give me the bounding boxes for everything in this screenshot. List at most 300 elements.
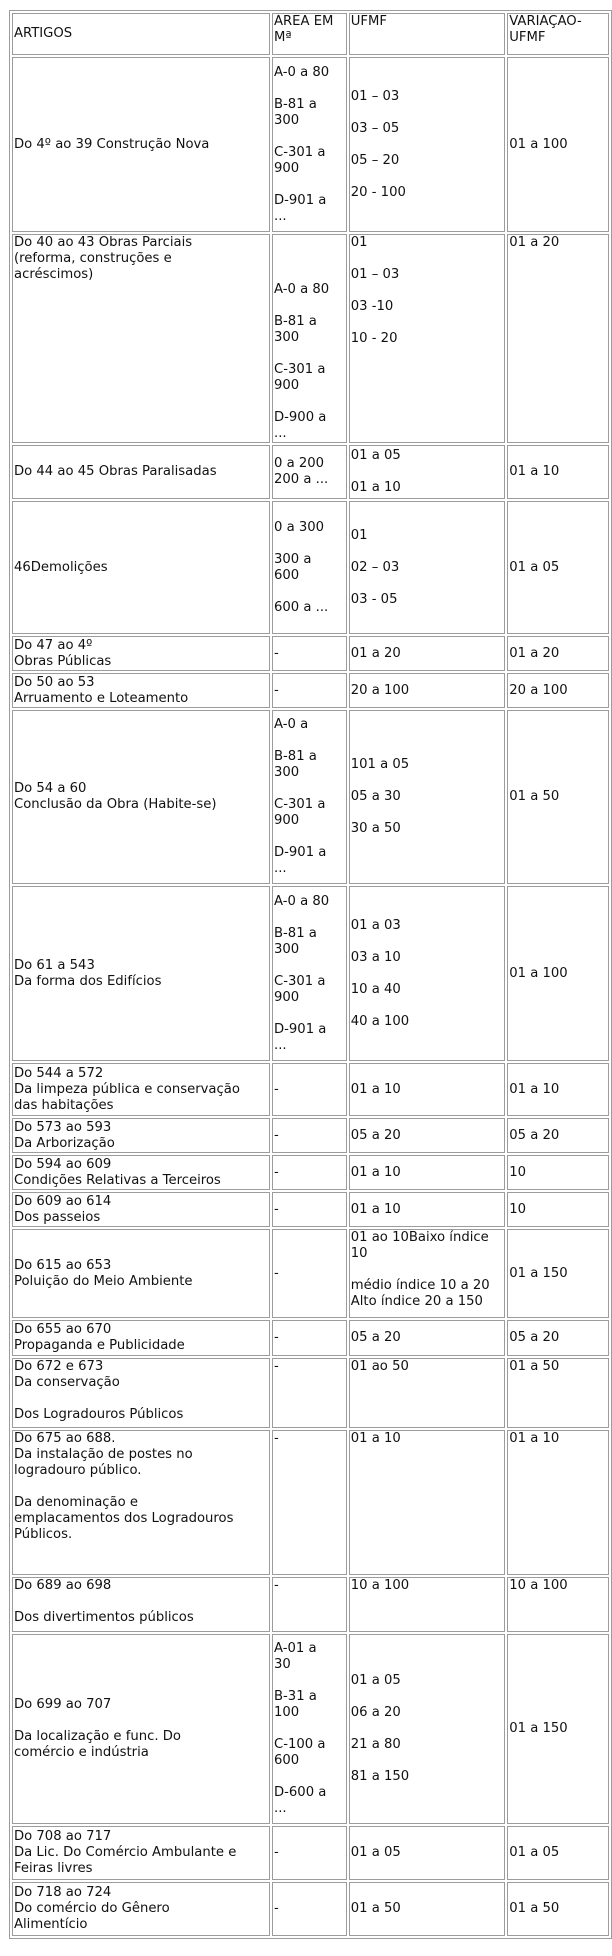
cell-line: 01 a 10 bbox=[350, 1431, 401, 1446]
cell-line: 05 – 20 bbox=[350, 152, 400, 168]
cell-line: Da Arborização bbox=[14, 1135, 115, 1151]
header-variacao-text: VARIAÇÃO-UFMF bbox=[509, 14, 582, 45]
line-gap bbox=[274, 781, 345, 797]
cell-line: Feiras livres bbox=[14, 1861, 93, 1876]
cell-ufmf bbox=[349, 1320, 506, 1356]
cell-line: 600 bbox=[274, 567, 300, 583]
line-gap bbox=[351, 137, 504, 153]
cell-line: 01 a 10 bbox=[350, 1164, 401, 1180]
cell-line: Da instalação de postes no bbox=[14, 1447, 193, 1462]
cell-area bbox=[272, 1063, 347, 1116]
cell-line: 03 – 05 bbox=[350, 120, 400, 136]
cell-line: 05 a 20 bbox=[509, 1330, 560, 1345]
cell-line: 03 a 10 bbox=[350, 949, 401, 965]
line-gap bbox=[351, 934, 504, 950]
cell-line: 01 a 10 bbox=[350, 1081, 401, 1097]
line-gap bbox=[274, 129, 345, 145]
cell-line: Dos passeios bbox=[14, 1209, 101, 1225]
line-gap bbox=[351, 576, 504, 592]
line-gap bbox=[351, 169, 504, 185]
cell-line: A-0 a 80 bbox=[274, 893, 330, 909]
cell-variacao bbox=[507, 234, 609, 443]
cell-line: D-901 a bbox=[274, 192, 327, 208]
cell-ufmf bbox=[349, 636, 506, 671]
cell-artigos bbox=[12, 1155, 270, 1190]
table-row bbox=[12, 1430, 609, 1575]
cell-line: 600 bbox=[274, 1753, 300, 1768]
cell-line: D-900 a bbox=[274, 410, 327, 425]
cell-artigos bbox=[12, 1063, 270, 1116]
cell-line: comércio e indústria bbox=[14, 1745, 149, 1760]
cell-variacao bbox=[507, 1063, 609, 1116]
cell-line: B-81 a bbox=[274, 96, 317, 112]
cell-line: Do 50 ao 53 bbox=[14, 674, 95, 690]
cell-line: 100 bbox=[274, 1705, 300, 1720]
cell-line: 01 a 50 bbox=[350, 1901, 401, 1916]
cell-line: 03 - 05 bbox=[350, 591, 398, 607]
cell-line: - bbox=[274, 645, 279, 661]
cell-line: Do 708 ao 717 bbox=[14, 1829, 112, 1844]
cell-variacao bbox=[507, 1577, 609, 1632]
table-row bbox=[12, 1229, 609, 1318]
cell-line: B-81 a bbox=[274, 925, 317, 941]
cell-line: 01 a 05 bbox=[350, 1673, 401, 1688]
line-gap bbox=[351, 1753, 504, 1769]
cell-line: C-301 a bbox=[274, 973, 326, 989]
table-row bbox=[12, 673, 609, 708]
cell-variacao bbox=[507, 1320, 609, 1356]
line-gap bbox=[14, 1479, 268, 1495]
line-gap bbox=[274, 346, 345, 362]
cell-line: 01 bbox=[350, 527, 368, 543]
cell-line: 01 a 10 bbox=[350, 480, 401, 495]
line-gap bbox=[274, 584, 345, 600]
table-row bbox=[12, 501, 609, 634]
cell-line: - bbox=[274, 1265, 279, 1281]
cell-area bbox=[272, 501, 347, 634]
cell-line: Públicos. bbox=[14, 1527, 73, 1542]
cell-line: D-901 a bbox=[274, 1021, 327, 1037]
cell-variacao bbox=[507, 1826, 609, 1880]
cell-line: Do 54 a 60 bbox=[14, 781, 87, 796]
line-gap bbox=[274, 298, 345, 314]
cell-line: Da Lic. Do Comércio Ambulante e bbox=[14, 1845, 237, 1860]
cell-line: Alto índice 20 a 150 bbox=[350, 1294, 483, 1309]
cell-line: 01 a 50 bbox=[509, 1359, 560, 1374]
cell-line: (reforma, construções e bbox=[14, 251, 172, 266]
cell-artigos bbox=[12, 1320, 270, 1356]
cell-artigos bbox=[12, 1118, 270, 1153]
header-ufmf: UFMF bbox=[349, 13, 506, 55]
cell-line: 300 bbox=[274, 330, 300, 345]
cell-ufmf bbox=[349, 1634, 506, 1824]
cell-variacao bbox=[507, 1192, 609, 1227]
line-gap bbox=[351, 283, 504, 299]
cell-line: 01 a 50 bbox=[509, 1901, 560, 1916]
cell-line: 10 a 100 bbox=[509, 1578, 568, 1593]
cell-line: - bbox=[274, 1901, 279, 1916]
cell-variacao bbox=[507, 1430, 609, 1575]
table-row bbox=[12, 1118, 609, 1153]
cell-ufmf bbox=[349, 1118, 506, 1153]
cell-line: Condições Relativas a Terceiros bbox=[14, 1172, 221, 1188]
cell-line: Do 544 a 572 bbox=[14, 1065, 104, 1081]
cell-line: 600 a ... bbox=[274, 599, 329, 615]
line-gap bbox=[351, 315, 504, 331]
cell-area bbox=[272, 445, 347, 499]
line-gap bbox=[274, 1721, 345, 1737]
cell-line: 01 a 150 bbox=[509, 1265, 568, 1281]
cell-line: - bbox=[274, 1359, 279, 1374]
fees-table bbox=[9, 10, 612, 1939]
cell-area bbox=[272, 710, 347, 884]
cell-ufmf bbox=[349, 1155, 506, 1190]
cell-line: 900 bbox=[274, 813, 300, 828]
header-area-text: ÁREA EM Mª bbox=[274, 14, 334, 45]
cell-line: A-0 a 80 bbox=[274, 282, 330, 297]
cell-line: C-301 a bbox=[274, 362, 326, 377]
cell-line: - bbox=[274, 1164, 279, 1180]
cell-line: 300 a bbox=[274, 551, 312, 567]
line-gap bbox=[14, 1594, 268, 1610]
cell-line: Da forma dos Edifícios bbox=[14, 973, 162, 989]
cell-line: 30 a 50 bbox=[350, 821, 401, 836]
cell-variacao bbox=[507, 57, 609, 232]
line-gap bbox=[351, 464, 504, 480]
cell-line: médio índice 10 a 20 bbox=[350, 1278, 490, 1293]
cell-line: Alimentício bbox=[14, 1917, 88, 1932]
cell-artigos bbox=[12, 1229, 270, 1318]
cell-line: ... bbox=[274, 1801, 287, 1816]
cell-variacao bbox=[507, 1882, 609, 1936]
cell-line: 01 a 05 bbox=[350, 1845, 401, 1860]
cell-variacao bbox=[507, 1634, 609, 1824]
cell-line: Da conservação bbox=[14, 1375, 120, 1390]
cell-line: 01 a 10 bbox=[509, 464, 560, 479]
table-row bbox=[12, 234, 609, 443]
table-row bbox=[12, 1063, 609, 1116]
cell-line: A-0 a 80 bbox=[274, 64, 330, 80]
cell-line: 01 a 100 bbox=[509, 965, 568, 981]
header-row bbox=[12, 13, 609, 55]
cell-line: Do 672 e 673 bbox=[14, 1359, 104, 1374]
cell-line: Do 615 ao 653 bbox=[14, 1257, 112, 1273]
line-gap bbox=[351, 805, 504, 821]
table-row bbox=[12, 1634, 609, 1824]
cell-line: Do 718 ao 724 bbox=[14, 1885, 112, 1900]
cell-area bbox=[272, 1634, 347, 1824]
cell-ufmf bbox=[349, 1430, 506, 1575]
cell-artigos bbox=[12, 445, 270, 499]
cell-line: 101 a 05 bbox=[350, 757, 410, 772]
cell-line: 01 – 03 bbox=[350, 267, 400, 282]
cell-line: - bbox=[274, 1081, 279, 1097]
cell-line: B-81 a bbox=[274, 314, 317, 329]
cell-area bbox=[272, 1320, 347, 1356]
cell-line: 01 a 05 bbox=[509, 1845, 560, 1860]
line-gap bbox=[274, 829, 345, 845]
cell-line: Do 40 ao 43 Obras Parciais bbox=[14, 235, 193, 250]
cell-ufmf bbox=[349, 57, 506, 232]
cell-line: 05 a 30 bbox=[350, 789, 401, 804]
cell-line: - bbox=[274, 682, 279, 698]
cell-line: 46Demolições bbox=[14, 559, 108, 575]
cell-line: 01 a 10 bbox=[509, 1431, 560, 1446]
cell-line: D-901 a bbox=[274, 845, 327, 860]
cell-line: 10 a 100 bbox=[350, 1578, 410, 1593]
table-row bbox=[12, 1320, 609, 1356]
cell-line: 900 bbox=[274, 989, 300, 1005]
cell-line: - bbox=[274, 1127, 279, 1143]
cell-line: D-600 a bbox=[274, 1785, 327, 1800]
cell-line: 01 a 50 bbox=[509, 789, 560, 804]
cell-line: 01 ao 50 bbox=[350, 1359, 409, 1374]
cell-ufmf bbox=[349, 501, 506, 634]
cell-line: Dos divertimentos públicos bbox=[14, 1610, 194, 1625]
cell-ufmf bbox=[349, 1826, 506, 1880]
table-row bbox=[12, 710, 609, 884]
cell-line: Dos Logradouros Públicos bbox=[14, 1407, 184, 1422]
cell-line: Obras Públicas bbox=[14, 653, 112, 669]
cell-line: - bbox=[274, 1431, 279, 1446]
table-row bbox=[12, 1882, 609, 1936]
line-gap bbox=[351, 251, 504, 267]
cell-line: 21 a 80 bbox=[350, 1737, 401, 1752]
cell-line: Do 609 ao 614 bbox=[14, 1193, 112, 1209]
table-row bbox=[12, 1155, 609, 1190]
cell-line: 0 a 200 bbox=[274, 456, 325, 471]
cell-line: - bbox=[274, 1578, 279, 1593]
cell-line: 01 ao 10Baixo índice bbox=[350, 1230, 489, 1245]
cell-line: 900 bbox=[274, 160, 300, 176]
header-area bbox=[272, 13, 347, 55]
cell-line: Do 699 ao 707 bbox=[14, 1697, 112, 1712]
cell-line: ... bbox=[274, 426, 287, 441]
cell-line: 01 a 20 bbox=[509, 235, 560, 250]
line-gap bbox=[351, 1262, 504, 1278]
cell-artigos bbox=[12, 1634, 270, 1824]
table-row bbox=[12, 636, 609, 671]
cell-line: Do 573 ao 593 bbox=[14, 1119, 112, 1135]
cell-artigos bbox=[12, 886, 270, 1061]
cell-variacao bbox=[507, 1155, 609, 1190]
cell-line: C-100 a bbox=[274, 1737, 326, 1752]
cell-ufmf bbox=[349, 1577, 506, 1632]
cell-line: 81 a 150 bbox=[350, 1769, 410, 1784]
cell-line: 01 a 100 bbox=[509, 136, 568, 152]
table-row bbox=[12, 57, 609, 232]
cell-artigos bbox=[12, 710, 270, 884]
cell-line: 20 a 100 bbox=[350, 682, 410, 698]
cell-line: - bbox=[274, 1845, 279, 1860]
cell-line: 10 bbox=[350, 1246, 368, 1261]
cell-line: Do 4º ao 39 Construção Nova bbox=[14, 136, 210, 152]
cell-variacao bbox=[507, 1229, 609, 1318]
cell-line: Conclusão da Obra (Habite-se) bbox=[14, 797, 217, 812]
cell-artigos bbox=[12, 1192, 270, 1227]
cell-variacao bbox=[507, 710, 609, 884]
cell-ufmf bbox=[349, 710, 506, 884]
cell-line: 40 a 100 bbox=[350, 1013, 410, 1029]
cell-artigos bbox=[12, 234, 270, 443]
cell-artigos bbox=[12, 57, 270, 232]
cell-line: 03 -10 bbox=[350, 299, 394, 314]
cell-variacao bbox=[507, 636, 609, 671]
cell-line: - bbox=[274, 1330, 279, 1345]
table-row bbox=[12, 445, 609, 499]
cell-line: 06 a 20 bbox=[350, 1705, 401, 1720]
cell-artigos bbox=[12, 673, 270, 708]
cell-line: Do 675 ao 688. bbox=[14, 1431, 116, 1446]
cell-line: 10 bbox=[509, 1164, 527, 1180]
cell-artigos bbox=[12, 1430, 270, 1575]
cell-line: 05 a 20 bbox=[350, 1330, 401, 1345]
cell-line: B-81 a bbox=[274, 749, 317, 764]
cell-line: 01 a 05 bbox=[509, 559, 560, 575]
cell-line: C-301 a bbox=[274, 797, 326, 812]
header-variacao bbox=[507, 13, 609, 55]
cell-line: 30 bbox=[274, 1657, 291, 1672]
cell-line: ... bbox=[274, 861, 287, 876]
table-row bbox=[12, 886, 609, 1061]
cell-line: B-31 a bbox=[274, 1689, 317, 1704]
cell-line: 20 - 100 bbox=[350, 184, 406, 200]
cell-line: 01 bbox=[350, 235, 368, 250]
cell-line: Poluição do Meio Ambiente bbox=[14, 1273, 193, 1289]
cell-ufmf bbox=[349, 1229, 506, 1318]
cell-line: 01 a 10 bbox=[350, 1201, 401, 1217]
line-gap bbox=[274, 394, 345, 410]
cell-line: 10 bbox=[509, 1201, 527, 1217]
cell-line: ... bbox=[274, 208, 287, 224]
cell-line: das habitações bbox=[14, 1097, 114, 1113]
cell-line: 20 a 100 bbox=[509, 682, 568, 698]
line-gap bbox=[351, 544, 504, 560]
cell-area bbox=[272, 886, 347, 1061]
cell-ufmf bbox=[349, 1882, 506, 1936]
cell-artigos bbox=[12, 1358, 270, 1428]
cell-line: 01 a 10 bbox=[509, 1081, 560, 1097]
cell-line: 01 a 20 bbox=[509, 645, 560, 661]
line-gap bbox=[274, 1006, 345, 1022]
cell-artigos bbox=[12, 501, 270, 634]
cell-line: Do comércio do Gênero bbox=[14, 1901, 170, 1916]
cell-line: 300 bbox=[274, 765, 300, 780]
cell-ufmf bbox=[349, 1192, 506, 1227]
cell-variacao bbox=[507, 673, 609, 708]
header-artigos: ARTIGOS bbox=[12, 13, 270, 55]
cell-line: Do 594 ao 609 bbox=[14, 1156, 112, 1172]
line-gap bbox=[274, 536, 345, 552]
cell-line: 01 a 20 bbox=[350, 645, 401, 661]
cell-area bbox=[272, 636, 347, 671]
cell-line: 02 – 03 bbox=[350, 559, 400, 575]
cell-line: 01 a 03 bbox=[350, 917, 401, 933]
cell-line: Do 655 ao 670 bbox=[14, 1322, 112, 1337]
cell-line: Arruamento e Loteamento bbox=[14, 690, 189, 706]
cell-artigos bbox=[12, 1826, 270, 1880]
cell-variacao bbox=[507, 445, 609, 499]
cell-area bbox=[272, 673, 347, 708]
cell-line: 01 a 150 bbox=[509, 1721, 568, 1736]
cell-line: Do 61 a 543 bbox=[14, 957, 95, 973]
cell-variacao bbox=[507, 1358, 609, 1428]
cell-line: Da localização e func. Do bbox=[14, 1729, 181, 1744]
line-gap bbox=[351, 105, 504, 121]
cell-ufmf bbox=[349, 673, 506, 708]
cell-ufmf bbox=[349, 445, 506, 499]
cell-line: 10 - 20 bbox=[350, 331, 398, 346]
line-gap bbox=[351, 966, 504, 982]
cell-area bbox=[272, 1118, 347, 1153]
cell-line: 900 bbox=[274, 378, 300, 393]
cell-line: acréscimos) bbox=[14, 267, 94, 282]
line-gap bbox=[274, 733, 345, 749]
cell-line: emplacamentos dos Logradouros bbox=[14, 1511, 234, 1526]
cell-area bbox=[272, 234, 347, 443]
table-row bbox=[12, 1577, 609, 1632]
cell-line: A-0 a bbox=[274, 717, 309, 732]
line-gap bbox=[351, 1689, 504, 1705]
cell-line: 01 a 05 bbox=[350, 448, 401, 463]
line-gap bbox=[274, 1673, 345, 1689]
cell-line: 10 a 40 bbox=[350, 981, 401, 997]
cell-artigos bbox=[12, 1882, 270, 1936]
cell-ufmf bbox=[349, 234, 506, 443]
cell-line: 200 a ... bbox=[274, 472, 329, 487]
cell-area bbox=[272, 1192, 347, 1227]
cell-line: Do 47 ao 4º bbox=[14, 637, 93, 653]
table-row bbox=[12, 1358, 609, 1428]
line-gap bbox=[274, 81, 345, 97]
cell-artigos bbox=[12, 1577, 270, 1632]
cell-line: Do 44 ao 45 Obras Paralisadas bbox=[14, 464, 217, 479]
line-gap bbox=[274, 177, 345, 193]
cell-ufmf bbox=[349, 886, 506, 1061]
table-row bbox=[12, 1192, 609, 1227]
cell-line: 300 bbox=[274, 941, 300, 957]
cell-area bbox=[272, 1358, 347, 1428]
cell-line: Da denominação e bbox=[14, 1495, 138, 1510]
line-gap bbox=[274, 1769, 345, 1785]
line-gap bbox=[14, 1713, 268, 1729]
cell-area bbox=[272, 1229, 347, 1318]
cell-area bbox=[272, 1882, 347, 1936]
cell-area bbox=[272, 1155, 347, 1190]
cell-area bbox=[272, 1430, 347, 1575]
line-gap bbox=[274, 910, 345, 926]
cell-line: 05 a 20 bbox=[350, 1127, 401, 1143]
cell-line: A-01 a bbox=[274, 1641, 317, 1656]
cell-line: C-301 a bbox=[274, 144, 326, 160]
cell-line: logradouro público. bbox=[14, 1463, 142, 1478]
cell-ufmf bbox=[349, 1063, 506, 1116]
cell-line: 0 a 300 bbox=[274, 519, 325, 535]
cell-ufmf bbox=[349, 1358, 506, 1428]
line-gap bbox=[351, 773, 504, 789]
cell-line: 300 bbox=[274, 112, 300, 128]
table-body bbox=[12, 13, 609, 1936]
line-gap bbox=[274, 958, 345, 974]
cell-variacao bbox=[507, 886, 609, 1061]
table-row bbox=[12, 1826, 609, 1880]
cell-line: Propaganda e Publicidade bbox=[14, 1338, 185, 1353]
cell-area bbox=[272, 57, 347, 232]
line-gap bbox=[351, 998, 504, 1014]
cell-line: 05 a 20 bbox=[509, 1127, 560, 1143]
cell-variacao bbox=[507, 1118, 609, 1153]
cell-area bbox=[272, 1826, 347, 1880]
